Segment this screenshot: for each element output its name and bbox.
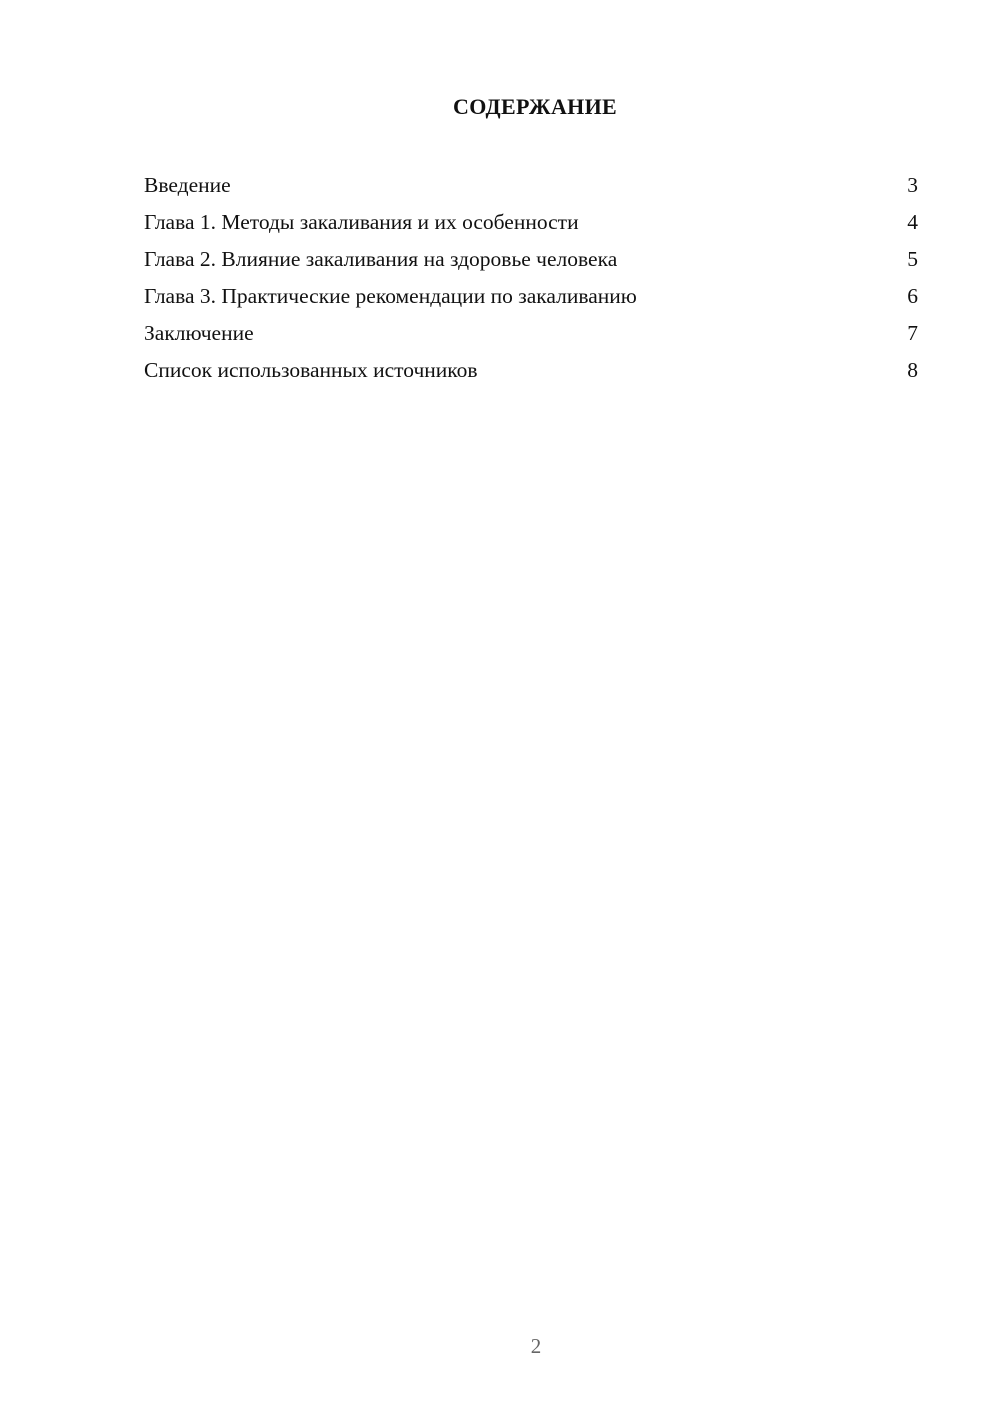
toc-item-chapter-1 — [144, 207, 918, 244]
toc-item-introduction — [144, 170, 918, 207]
toc-item-label: Заключение — [144, 321, 254, 345]
page-number: 2 — [530, 1334, 542, 1358]
toc-item-page: 6 — [907, 284, 918, 308]
toc-item-label: Глава 2. Влияние закаливания на здоровье человека — [144, 247, 618, 271]
toc-item-label: Введение — [144, 173, 231, 197]
toc-item-conclusion — [144, 318, 918, 355]
toc-item-page: 5 — [907, 247, 918, 271]
page-title: СОДЕРЖАНИЕ — [453, 94, 617, 119]
toc-item-label: Глава 3. Практические рекомендации по закаливанию — [144, 284, 637, 308]
toc-item-page: 3 — [907, 173, 918, 197]
toc-item-page: 4 — [907, 210, 918, 234]
toc-item-label: Список использованных источников — [144, 358, 478, 382]
table-of-contents — [144, 170, 918, 392]
toc-item-chapter-2 — [144, 244, 918, 281]
toc-item-page: 7 — [907, 321, 918, 345]
toc-item-label: Глава 1. Методы закаливания и их особенности — [144, 210, 579, 234]
toc-item-chapter-3 — [144, 281, 918, 318]
toc-item-page: 8 — [907, 358, 918, 382]
toc-item-references — [144, 355, 918, 392]
